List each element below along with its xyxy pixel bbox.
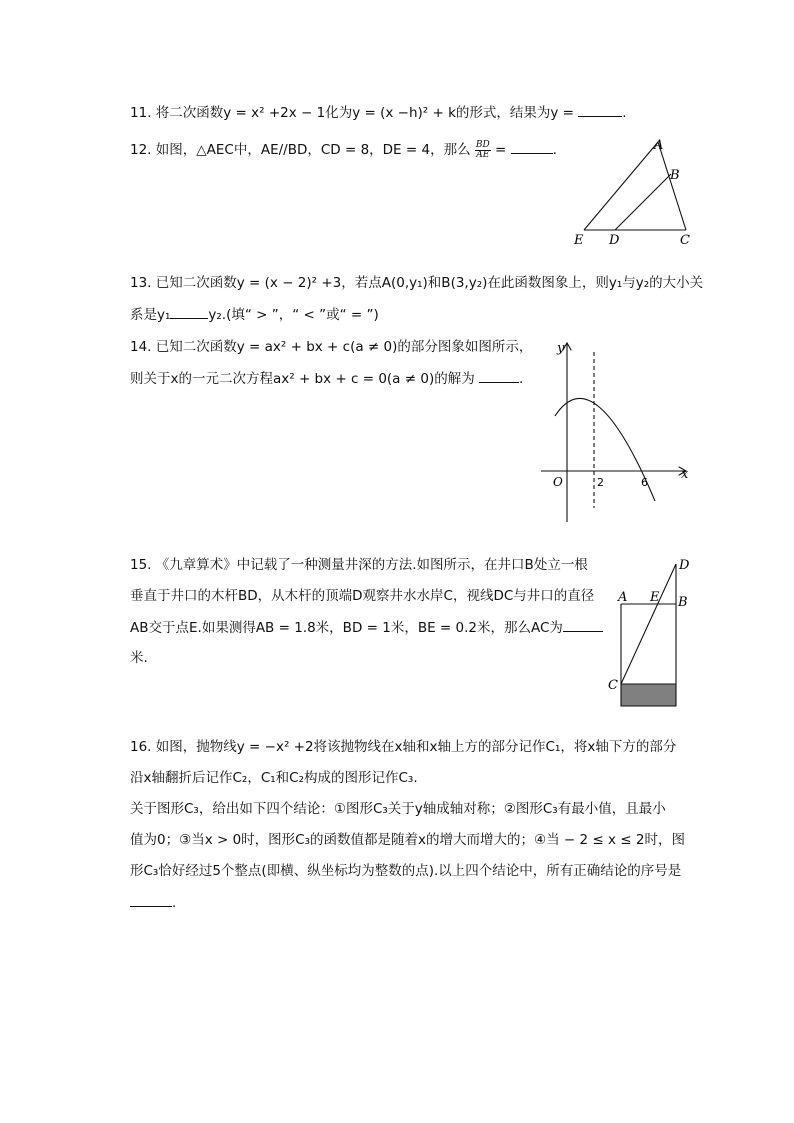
q15-line2 xyxy=(130,587,594,605)
q13-answer-blank[interactable] xyxy=(170,305,208,319)
q12-label-e: E xyxy=(574,233,584,248)
q12-answer-blank[interactable] xyxy=(511,140,553,154)
q11-answer-blank[interactable] xyxy=(578,103,622,117)
q15-line1 xyxy=(130,556,588,574)
q15-text-3: AB交于点E.如果测得AB = 1.8米，BD = 1米，BE = 0.2米，那么AC为 xyxy=(130,620,563,636)
q15-text-2: 垂直于井口的木杆BD，从木杆的顶端D观察井水水岸C，视线DC与井口的直径 xyxy=(130,588,595,604)
q16-text-1: 16. 如图，抛物线y = −x² +2将该抛物线在x轴和x轴上方的部分记作C₁，将x轴下方的部分 xyxy=(130,739,677,755)
q12-line xyxy=(130,140,557,160)
q14-tick-6: 6 xyxy=(641,476,648,489)
q15-label-c: C xyxy=(608,678,618,693)
q14-end: . xyxy=(519,371,524,387)
q14-text-2: 则关于x的一元二次方程ax² + bx + c = 0(a ≠ 0)的解为 xyxy=(130,371,475,387)
q16-text-4: 值为0；③当x > 0时，图形C₃的函数值都是随着x的增大而增大的；④当 − 2 ≤ x ≤ 2时，图 xyxy=(130,832,685,848)
q15-label-b: B xyxy=(678,595,688,610)
q13-line1 xyxy=(130,274,703,292)
q15-answer-blank[interactable] xyxy=(563,618,603,632)
q16-end: . xyxy=(172,895,177,911)
q14-tick-2: 2 xyxy=(597,476,604,489)
q15-text-4: 米. xyxy=(130,650,148,666)
q14-parabola xyxy=(555,398,655,501)
q12-text-after: = xyxy=(490,142,507,158)
q14-line1 xyxy=(130,338,532,356)
q13-text-1: 13. 已知二次函数y = (x − 2)² +3，若点A(0,y₁)和B(3,y₂)在此函数图象上，则y₁与y₂的大小关 xyxy=(130,275,704,291)
q16-line5 xyxy=(130,862,681,880)
q15-well-figure xyxy=(604,554,696,710)
q12-frac-den: AE xyxy=(476,149,490,160)
q16-answer-blank[interactable] xyxy=(130,893,172,907)
q15-label-e: E xyxy=(650,590,660,605)
q13-line2 xyxy=(130,305,379,324)
q14-label-origin: O xyxy=(553,475,563,489)
q12-label-c: C xyxy=(680,233,690,248)
q15-line4 xyxy=(130,649,148,667)
q13-text-2a: 系是y₁ xyxy=(130,307,171,323)
q14-line2 xyxy=(130,369,523,388)
q12-text-before: 12. 如图，△AEC中，AE//BD，CD = 8，DE = 4，那么 xyxy=(130,142,471,158)
q16-line1 xyxy=(130,738,676,756)
q12-triangle-figure xyxy=(568,134,698,250)
q15-text-1: 15. 《九章算术》中记载了一种测量井深的方法.如图所示，在井口B处立一根 xyxy=(130,557,588,573)
q12-label-d: D xyxy=(609,233,620,248)
q12-fraction xyxy=(475,141,491,160)
q14-label-x: x xyxy=(681,467,689,482)
q13-text-2b: y₂.(填“ > ”，“ < ”或“ = ”) xyxy=(208,307,379,323)
q14-label-y: y xyxy=(557,341,565,356)
q12-label-b: B xyxy=(670,168,680,183)
q16-text-2: 沿x轴翻折后记作C₂，C₁和C₂构成的图形记作C₃. xyxy=(130,770,418,786)
q15-label-d: D xyxy=(679,558,690,573)
q16-line2 xyxy=(130,769,418,787)
q12-label-a: A xyxy=(654,138,664,153)
q11-text: 11. 将二次函数y = x² +2x − 1化为y = (x −h)² + k的形式，结果为y = xyxy=(130,105,574,121)
q16-line6 xyxy=(130,893,176,912)
q14-answer-blank[interactable] xyxy=(479,369,519,383)
q16-text-3: 关于图形C₃，给出如下四个结论：①图形C₃关于y轴成轴对称；②图形C₃有最小值，且最小 xyxy=(130,801,666,817)
q16-line3 xyxy=(130,800,666,818)
q15-line3 xyxy=(130,618,603,637)
q14-parabola-figure xyxy=(535,336,695,528)
q15-label-a: A xyxy=(618,590,628,605)
q11-end: . xyxy=(622,105,627,121)
q14-text-1: 14. 已知二次函数y = ax² + bx + c(a ≠ 0)的部分图象如图所示， xyxy=(130,339,533,355)
q16-line4 xyxy=(130,831,685,849)
q15-water xyxy=(621,684,676,706)
q16-text-5: 形C₃恰好经过5个整点(即横、纵坐标均为整数的点).以上四个结论中，所有正确结论的序号是 xyxy=(130,863,682,879)
q12-frac-num: BD xyxy=(475,139,490,150)
q11-line xyxy=(130,103,627,122)
q12-end: . xyxy=(552,142,557,158)
